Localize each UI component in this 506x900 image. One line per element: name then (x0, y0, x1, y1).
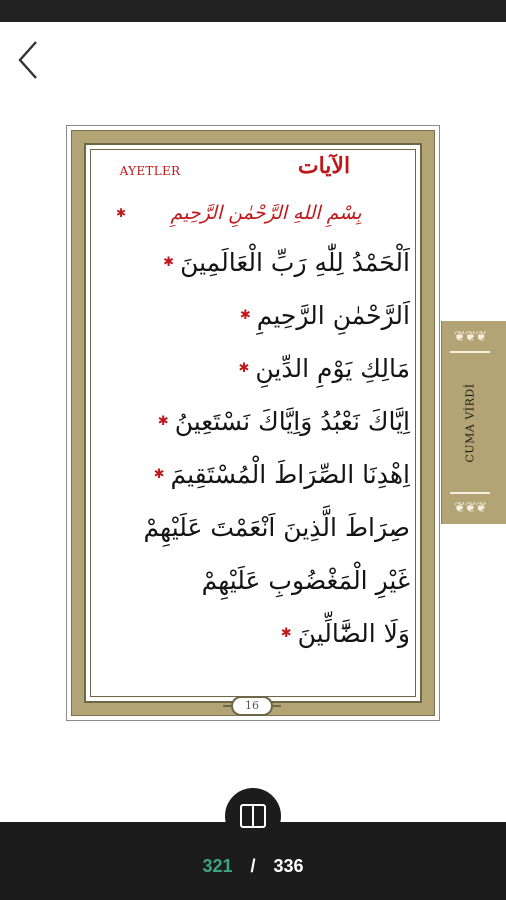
verse-text: اَلْحَمْدُ لِلّٰهِ رَبِّ الْعَالَمِينَ (180, 248, 410, 277)
page-label-arabic: الآيات (297, 153, 351, 179)
verse-text: اِيَّاكَ نَعْبُدُ وَاِيَّاكَ نَسْتَعِينُ (174, 407, 410, 436)
ornament-line (223, 705, 231, 707)
verse-text: مَالِكِ يَوْمِ الدِّينِ (255, 354, 410, 383)
side-tab-cuma-virdi[interactable] (441, 321, 506, 524)
page-number: 16 (231, 696, 273, 716)
verse-text: اَلرَّحْمٰنِ الرَّحِيمِ (256, 301, 410, 330)
back-button[interactable] (10, 36, 46, 84)
total-pages: 336 (273, 856, 304, 876)
star-icon: ✱ (116, 206, 127, 220)
verse-line (130, 289, 410, 342)
verse-line (130, 501, 410, 554)
chevron-left-icon (10, 36, 46, 84)
verse-line (130, 395, 410, 448)
ornament-icon: ❦❦❦ (453, 500, 487, 516)
star-icon: ✱ (157, 414, 169, 429)
star-icon: ✱ (239, 308, 251, 323)
verse-line (130, 448, 410, 501)
verse-text: وَلَا الضَّٓالِّينَ (297, 619, 410, 648)
ornament-line (273, 705, 281, 707)
page-label-latin: AYETLER (119, 164, 181, 178)
current-page: 321 (202, 856, 233, 876)
verse-text: اِهْدِنَا الصِّرَاطَ الْمُسْتَقِيمَ (170, 460, 410, 489)
verse-list (130, 236, 410, 660)
star-icon: ✱ (163, 255, 175, 270)
verse-line (130, 607, 410, 660)
page-counter (0, 856, 506, 877)
status-bar (0, 0, 506, 22)
page-separator: / (250, 856, 256, 876)
verse-line (130, 236, 410, 289)
verse-text: صِرَاطَ الَّذِينَ اَنْعَمْتَ عَلَيْهِمْ (143, 513, 410, 542)
book-view-button[interactable] (225, 788, 281, 844)
book-open-icon (238, 801, 268, 831)
star-icon: ✱ (153, 467, 165, 482)
side-tab-label: CUMA VİRDİ (463, 383, 477, 463)
ornament-line (450, 492, 490, 494)
basmala: بِسْمِ اللهِ الرَّحْمٰنِ الرَّحِيمِ (170, 202, 362, 224)
ornament-line (450, 351, 490, 353)
star-icon: ✱ (238, 361, 250, 376)
verse-text: غَيْرِ الْمَغْضُوبِ عَلَيْهِمْ (201, 566, 410, 595)
star-icon: ✱ (280, 626, 292, 641)
ornament-icon: ❦❦❦ (453, 329, 487, 345)
verse-line (130, 554, 410, 607)
basmala-line (116, 196, 406, 230)
verse-line (130, 342, 410, 395)
